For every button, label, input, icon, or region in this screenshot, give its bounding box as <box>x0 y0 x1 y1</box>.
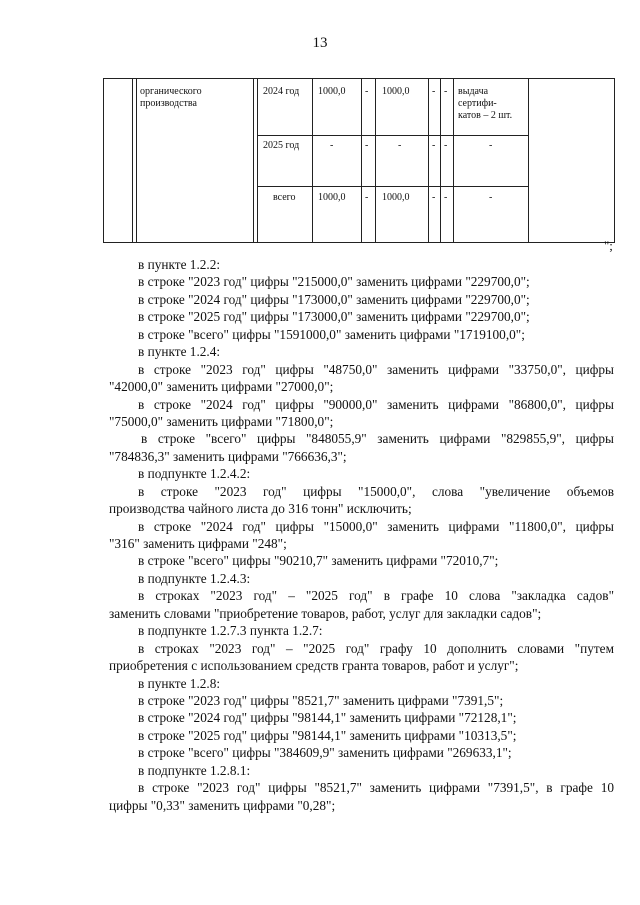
paragraph-line: в строке "2023 год" цифры "48750,0" заменить цифрами "33750,0", цифры <box>138 361 614 377</box>
row-value: - <box>365 86 369 97</box>
closing-quote: "; <box>604 238 613 253</box>
row-value: - <box>444 140 448 151</box>
paragraph-line: в строке "2024 год" цифры "98144,1" заменить цифрами "72128,1"; <box>138 710 517 726</box>
row-result: выдача сертифи- катов – 2 шт. <box>458 86 513 121</box>
paragraph-line: в строке "2024 год" цифры "15000,0" заменить цифрами "11800,0", цифры <box>138 518 614 534</box>
paragraph-line: приобретения с использованием средств гранта товаров, работ и услуг"; <box>109 658 519 674</box>
row-year: 2025 год <box>263 140 300 151</box>
item-name: органического производства <box>140 86 202 109</box>
paragraph-line: в строке "2024 год" цифры "90000,0" заменить цифрами "86800,0", цифры <box>138 396 614 412</box>
paragraph-line: в подпункте 1.2.7.3 пункта 1.2.7: <box>138 623 323 639</box>
paragraph-line: в строке "2023 год" цифры "8521,7" заменить цифрами "7391,5"; <box>138 692 504 708</box>
budget-table-fragment <box>103 78 614 243</box>
paragraph-line: в строке "2023 год" цифры "15000,0", слова "увеличение объемов <box>138 483 614 499</box>
paragraph-line: в подпункте 1.2.8.1: <box>138 762 251 778</box>
paragraph-line: "75000,0" заменить цифрами "71800,0"; <box>109 413 334 429</box>
paragraph-line: в строке "2023 год" цифры "215000,0" заменить цифрами "229700,0"; <box>138 274 530 290</box>
page-number: 13 <box>312 35 328 51</box>
paragraph-line: в строке "2024 год" цифры "173000,0" заменить цифрами "229700,0"; <box>138 291 530 307</box>
paragraph-line: в пункте 1.2.8: <box>138 675 221 691</box>
row-value: 1000,0 <box>318 192 346 203</box>
paragraph-line: "784836,3" заменить цифрами "766636,3"; <box>109 448 347 464</box>
paragraph-line: цифры "0,33" заменить цифрами "0,28"; <box>109 797 336 813</box>
paragraph-line: в пункте 1.2.4: <box>138 344 221 360</box>
row-year: всего <box>273 192 296 203</box>
row-value: - <box>432 140 436 151</box>
paragraph-line: в строках "2023 год" – "2025 год" в графе 10 слова "закладка садов" <box>138 588 614 604</box>
row-value: - <box>330 140 334 151</box>
paragraph-line: в строке "всего" цифры "384609,9" заменить цифрами "269633,1"; <box>138 745 512 761</box>
paragraph-line: в строке "2025 год" цифры "98144,1" заменить цифрами "10313,5"; <box>138 727 517 743</box>
paragraph-line: в строке "всего" цифры "848055,9" заменить цифрами "829855,9", цифры <box>141 431 614 447</box>
paragraph-line: в строке "2023 год" цифры "8521,7" заменить цифрами "7391,5", в графе 10 <box>138 780 614 796</box>
row-value: - <box>444 192 448 203</box>
row-value: 1000,0 <box>382 86 410 97</box>
row-result: - <box>489 192 493 203</box>
paragraph-line: в подпункте 1.2.4.2: <box>138 466 251 482</box>
row-value: - <box>365 140 369 151</box>
row-value: 1000,0 <box>382 192 410 203</box>
row-value: - <box>432 86 436 97</box>
row-value: - <box>398 140 402 151</box>
amendment-text <box>109 256 614 814</box>
paragraph-line: в строке "всего" цифры "90210,7" заменить цифрами "72010,7"; <box>138 553 499 569</box>
row-value: 1000,0 <box>318 86 346 97</box>
paragraph-line: "316" заменить цифрами "248"; <box>109 536 287 551</box>
row-value: - <box>444 86 448 97</box>
paragraph-line: производства чайного листа до 316 тонн" исключить; <box>109 501 412 517</box>
row-result: - <box>489 140 493 151</box>
row-year: 2024 год <box>263 86 300 97</box>
paragraph-line: в подпункте 1.2.4.3: <box>138 570 251 586</box>
paragraph-line: в строке "2025 год" цифры "173000,0" заменить цифрами "229700,0"; <box>138 309 530 325</box>
paragraph-line: "42000,0" заменить цифрами "27000,0"; <box>109 379 334 395</box>
row-value: - <box>365 192 369 203</box>
paragraph-line: в пункте 1.2.2: <box>138 257 221 272</box>
paragraph-line: в строках "2023 год" – "2025 год" графу 10 дополнить словами "путем <box>138 640 614 656</box>
paragraph-line: заменить словами "приобретение товаров, работ, услуг для закладки садов"; <box>109 605 542 621</box>
paragraph-line: в строке "всего" цифры "1591000,0" заменить цифрами "1719100,0"; <box>138 326 525 342</box>
row-value: - <box>432 192 436 203</box>
